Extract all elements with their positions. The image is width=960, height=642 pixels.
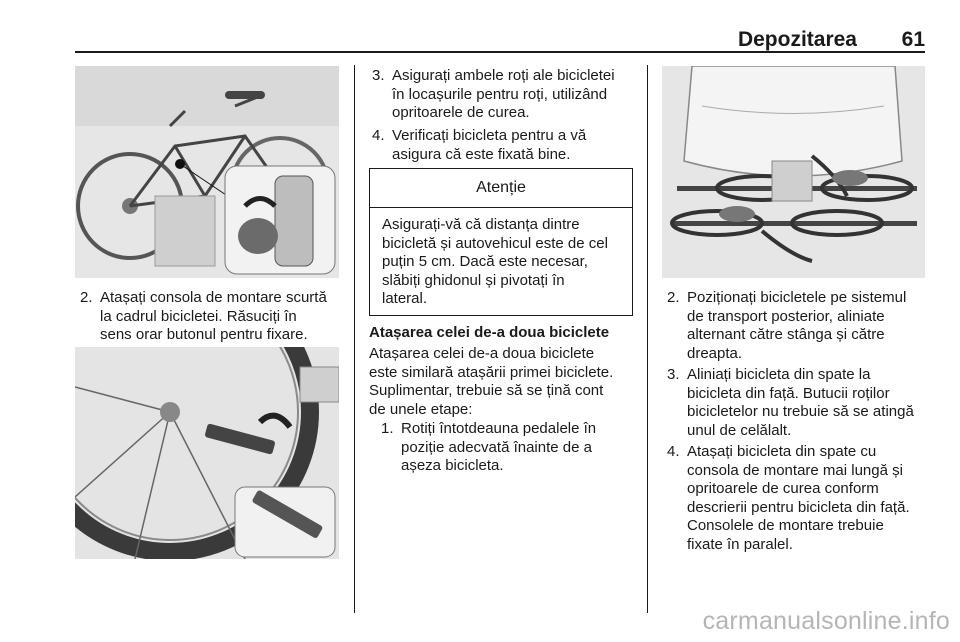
section-paragraph: Atașarea celei de-a doua biciclete este similară atașării primei biciclete. Suplimentar, trebuie să se țină cont de unele etape: — [369, 345, 614, 418]
caution-text: Asigurați-vă că distanța dintre bicicletă și autovehicul este de cel puțin 5 cm. Dacă este necesar, slăbiți ghidonul și pivotați în lateral. — [382, 216, 608, 307]
figure-bicycle-console — [75, 66, 339, 278]
page-header — [75, 28, 925, 50]
watermark: carmanualsonline.info — [702, 607, 950, 635]
page-number: 61 — [901, 28, 925, 51]
figure-wheel-strap — [75, 347, 339, 559]
column-divider-1 — [354, 65, 355, 613]
caution-title: Atenție — [370, 169, 632, 208]
figure-two-bicycles-on-carrier — [662, 66, 925, 278]
caution-box — [369, 168, 633, 316]
section-title: Depozitarea — [737, 28, 857, 51]
section-heading: Atașarea celei de-a doua biciclete — [369, 324, 610, 341]
header-rule — [75, 51, 925, 53]
column-divider-2 — [647, 65, 648, 613]
